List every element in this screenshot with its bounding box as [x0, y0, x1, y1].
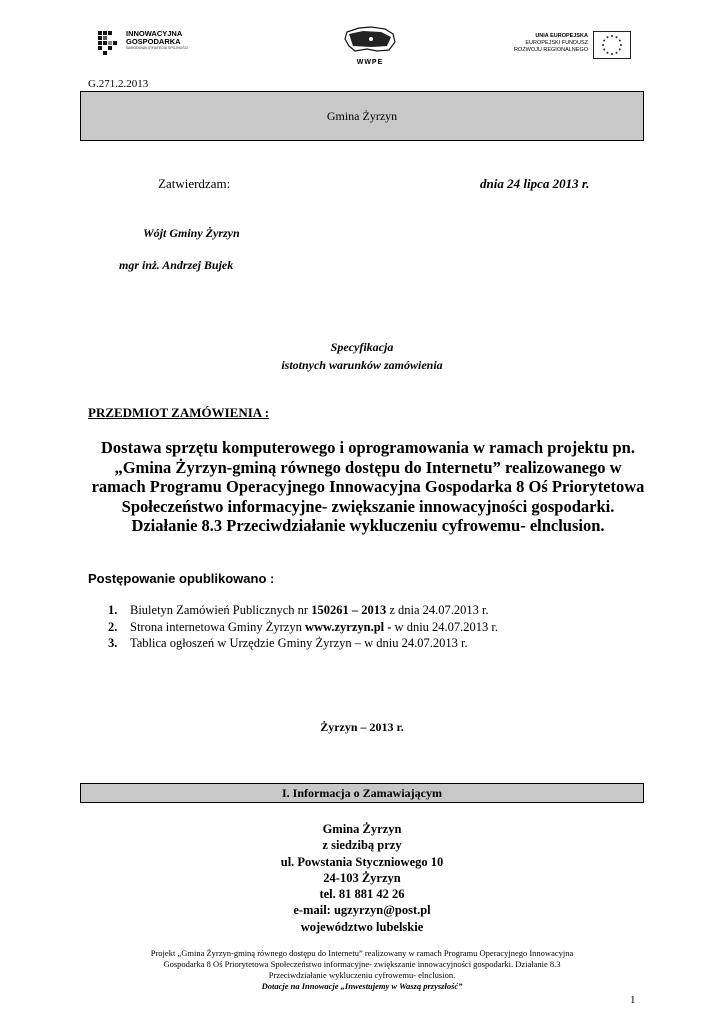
- list-item-text: Biuletyn Zamówień Publicznych nr: [130, 603, 312, 617]
- page-footer: [80, 948, 644, 992]
- list-item-number: 2.: [108, 619, 118, 634]
- official-name: mgr inż. Andrzej Bujek: [119, 258, 234, 272]
- address-line: 24-103 Żyrzyn: [323, 870, 401, 885]
- subject-heading: PRZEDMIOT ZAMÓWIENIA :: [88, 405, 270, 420]
- ig-line2: GOSPODARKA: [126, 37, 181, 46]
- list-item: [108, 619, 498, 636]
- footer-line: Projekt „Gmina Żyrzyn-gminą równego dostępu do Internetu” realizowany w ramach Programu Operacyjnego Innowacyjna: [150, 948, 574, 958]
- wwpe-text: WWPE: [356, 59, 384, 66]
- ig-emblem-icon: [96, 28, 122, 58]
- list-item: [108, 602, 498, 619]
- poland-map-icon: [341, 24, 399, 54]
- gmina-header-box: [80, 91, 644, 141]
- list-item-number: 3.: [108, 636, 118, 650]
- address-line: tel. 81 881 42 26: [319, 887, 405, 902]
- footer-line: Przeciwdziałanie wykluczeniu cyfrowemu- elnclusion.: [268, 970, 456, 980]
- official-title: Wójt Gminy Żyrzyn: [143, 226, 240, 240]
- ig-line1: INNOWACYJNA: [126, 29, 183, 38]
- specification-line2: istotnych warunków zamówienia: [281, 358, 443, 372]
- gmina-header-text: Gmina Żyrzyn: [326, 108, 398, 123]
- footer-line: Gospodarka 8 Oś Priorytetowa Społeczeństwo informacyjne- zwiększanie innowacyjności gospodarki. Działanie 8.3: [163, 959, 561, 969]
- publication-list: [108, 602, 498, 652]
- place-date: Żyrzyn – 2013 r.: [320, 720, 404, 734]
- eu-line3: ROZWOJU REGIONALNEGO: [514, 47, 588, 53]
- footer-slogan: Dotacje na Innowacje „Inwestujemy w Waszą przyszłość”: [261, 981, 463, 991]
- publication-heading: Postępowanie opublikowano :: [88, 571, 275, 586]
- eu-line2: EUROPEJSKI FUNDUSZ: [525, 40, 588, 46]
- address-line: województwo lubelskie: [300, 919, 424, 934]
- address-line: ul. Powstania Styczniowego 10: [280, 854, 444, 869]
- address-line: Gmina Żyrzyn: [322, 822, 402, 836]
- email-address[interactable]: e-mail: ugzyrzyn@post.pl: [293, 903, 431, 918]
- list-item-number: 1.: [108, 603, 118, 617]
- eu-logo: [508, 30, 632, 66]
- list-item-suffix: w dniu 24.07.2013 r.: [391, 619, 499, 634]
- list-item-bold: 150261 – 2013: [311, 603, 387, 617]
- section-header-box: [80, 783, 644, 803]
- eu-flag-icon: [593, 31, 631, 59]
- eu-line1: UNIA EUROPEJSKA: [535, 33, 588, 39]
- website-link[interactable]: www.zyrzyn.pl -: [304, 619, 392, 634]
- reference-number: G.271.2.2013: [88, 78, 149, 90]
- contracting-authority-address: [0, 821, 724, 935]
- subject-title: Dostawa sprzętu komputerowego i oprogramowania w ramach projektu pn. „Gmina Żyrzyn-gminą równego dostępu do Internetu” realizowanego w ramach Programu Operacyjnego Innowacyjna Gospodarka 8 Oś Priorytetowa Społeczeństwo informacyjne- zwiększanie innowacyjności gospodarki. Działanie 8.3 Przeciwdziałanie wykluczeniu cyfrowemu- elnclusion.: [91, 438, 645, 535]
- innowacyjna-gospodarka-logo: [96, 22, 208, 66]
- address-line: z siedzibą przy: [322, 838, 402, 853]
- list-item-text: Tablica ogłoszeń w Urzędzie Gminy Żyrzyn – w dniu 24.07.2013 r.: [130, 636, 468, 650]
- section-title: I. Informacja o Zamawiającym: [282, 785, 442, 800]
- specification-title: [200, 338, 524, 374]
- page-number: 1: [630, 994, 636, 1006]
- ig-line3: NARODOWA STRATEGIA SPÓJNOŚCI: [126, 46, 189, 50]
- list-item: [108, 635, 498, 652]
- specification-line1: Specyfikacja: [330, 340, 394, 354]
- list-item-text: Strona internetowa Gminy Żyrzyn: [130, 619, 305, 634]
- wwpe-logo: [338, 24, 402, 70]
- approval-label: Zatwierdzam:: [158, 176, 231, 191]
- list-item-suffix: z dnia 24.07.2013 r.: [386, 603, 489, 617]
- approval-date: dnia 24 lipca 2013 r.: [480, 176, 590, 191]
